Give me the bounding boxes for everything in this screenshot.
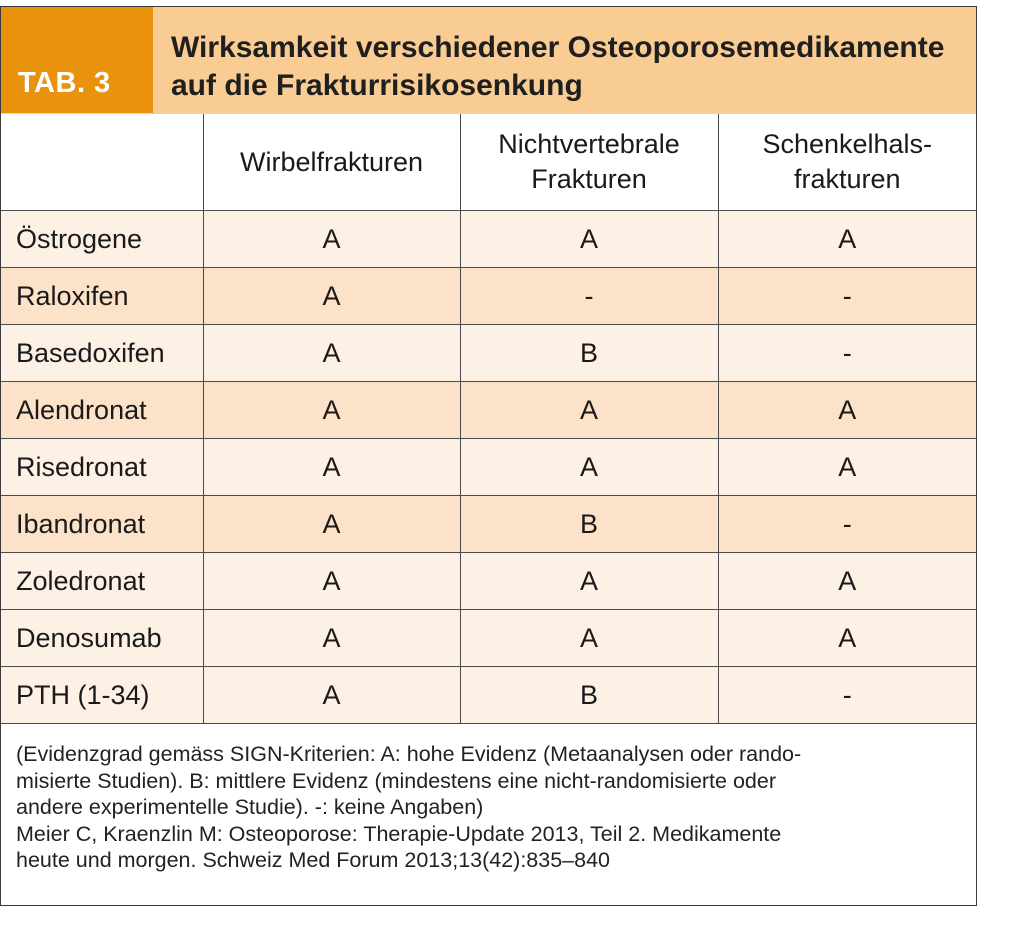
cell-nichtvertebral: A [460,553,718,610]
drug-name: Östrogene [1,211,203,268]
column-header-text: frakturen [793,164,901,194]
table-row [1,553,976,610]
drug-name: PTH (1-34) [1,667,203,724]
footnote-line: misierte Studien). B: mittlere Evidenz (mindestens eine nicht-randomisierte oder [16,768,776,793]
column-header-empty [1,114,203,211]
cell-nichtvertebral: B [460,325,718,382]
column-header-text: Wirbelfrakturen [239,146,424,177]
cell-schenkelhals: - [718,667,976,724]
column-header-schenkelhals [718,114,976,211]
drug-name: Risedronat [1,439,203,496]
cell-schenkelhals: - [718,268,976,325]
footnote-line: andere experimentelle Studie). -: keine Angaben) [16,795,484,819]
table-row [1,382,976,439]
footnote-line: (Evidenzgrad gemäss SIGN-Kriterien: A: hohe Evidenz (Metaanalysen oder rando- [16,742,802,766]
cell-wirbel: A [203,439,460,496]
column-header-text: Frakturen [531,164,647,194]
table-row [1,211,976,268]
drug-name: Raloxifen [1,268,203,325]
table-figure [0,6,977,906]
cell-wirbel: A [203,268,460,325]
drug-name: Zoledronat [1,553,203,610]
cell-wirbel: A [203,553,460,610]
cell-nichtvertebral: A [460,211,718,268]
cell-schenkelhals: A [718,553,976,610]
cell-nichtvertebral: B [460,667,718,724]
column-header-wirbelfrakturen [203,114,460,211]
drug-name: Alendronat [1,382,203,439]
table-row [1,268,976,325]
cell-nichtvertebral: A [460,610,718,667]
table-header [1,7,976,115]
tab-badge [1,7,153,113]
cell-wirbel: A [203,325,460,382]
table-footnote [16,741,956,874]
table-row [1,610,976,667]
table-row [1,325,976,382]
drug-name: Basedoxifen [1,325,203,382]
cell-schenkelhals: A [718,382,976,439]
drug-name: Ibandronat [1,496,203,553]
cell-schenkelhals: - [718,496,976,553]
cell-nichtvertebral: B [460,496,718,553]
cell-schenkelhals: - [718,325,976,382]
table-row [1,496,976,553]
evidence-table [1,114,976,724]
column-header-text: Nichtvertebrale [498,129,680,159]
cell-wirbel: A [203,667,460,724]
title-line-1: Wirksamkeit verschiedener Osteoporosemedikamente [171,31,945,64]
cell-wirbel: A [203,610,460,667]
cell-schenkelhals: A [718,439,976,496]
cell-wirbel: A [203,496,460,553]
table-title [171,29,944,105]
cell-schenkelhals: A [718,610,976,667]
citation-line: heute und morgen. Schweiz Med Forum 2013;13(42):835–840 [16,848,611,872]
citation-line: Meier C, Kraenzlin M: Osteoporose: Therapie-Update 2013, Teil 2. Medikamente [16,821,782,846]
cell-schenkelhals: A [718,211,976,268]
column-header-text: Schenkelhals- [762,129,933,159]
drug-name: Denosumab [1,610,203,667]
cell-nichtvertebral: A [460,382,718,439]
title-line-2: auf die Frakturrisikosenkung [171,69,583,102]
cell-nichtvertebral: - [460,268,718,325]
table-row [1,439,976,496]
column-header-nichtvertebral [460,114,718,211]
cell-nichtvertebral: A [460,439,718,496]
cell-wirbel: A [203,211,460,268]
header-row [1,114,976,211]
table-row [1,667,976,724]
cell-wirbel: A [203,382,460,439]
tab-label-text: TAB. 3 [18,67,111,99]
